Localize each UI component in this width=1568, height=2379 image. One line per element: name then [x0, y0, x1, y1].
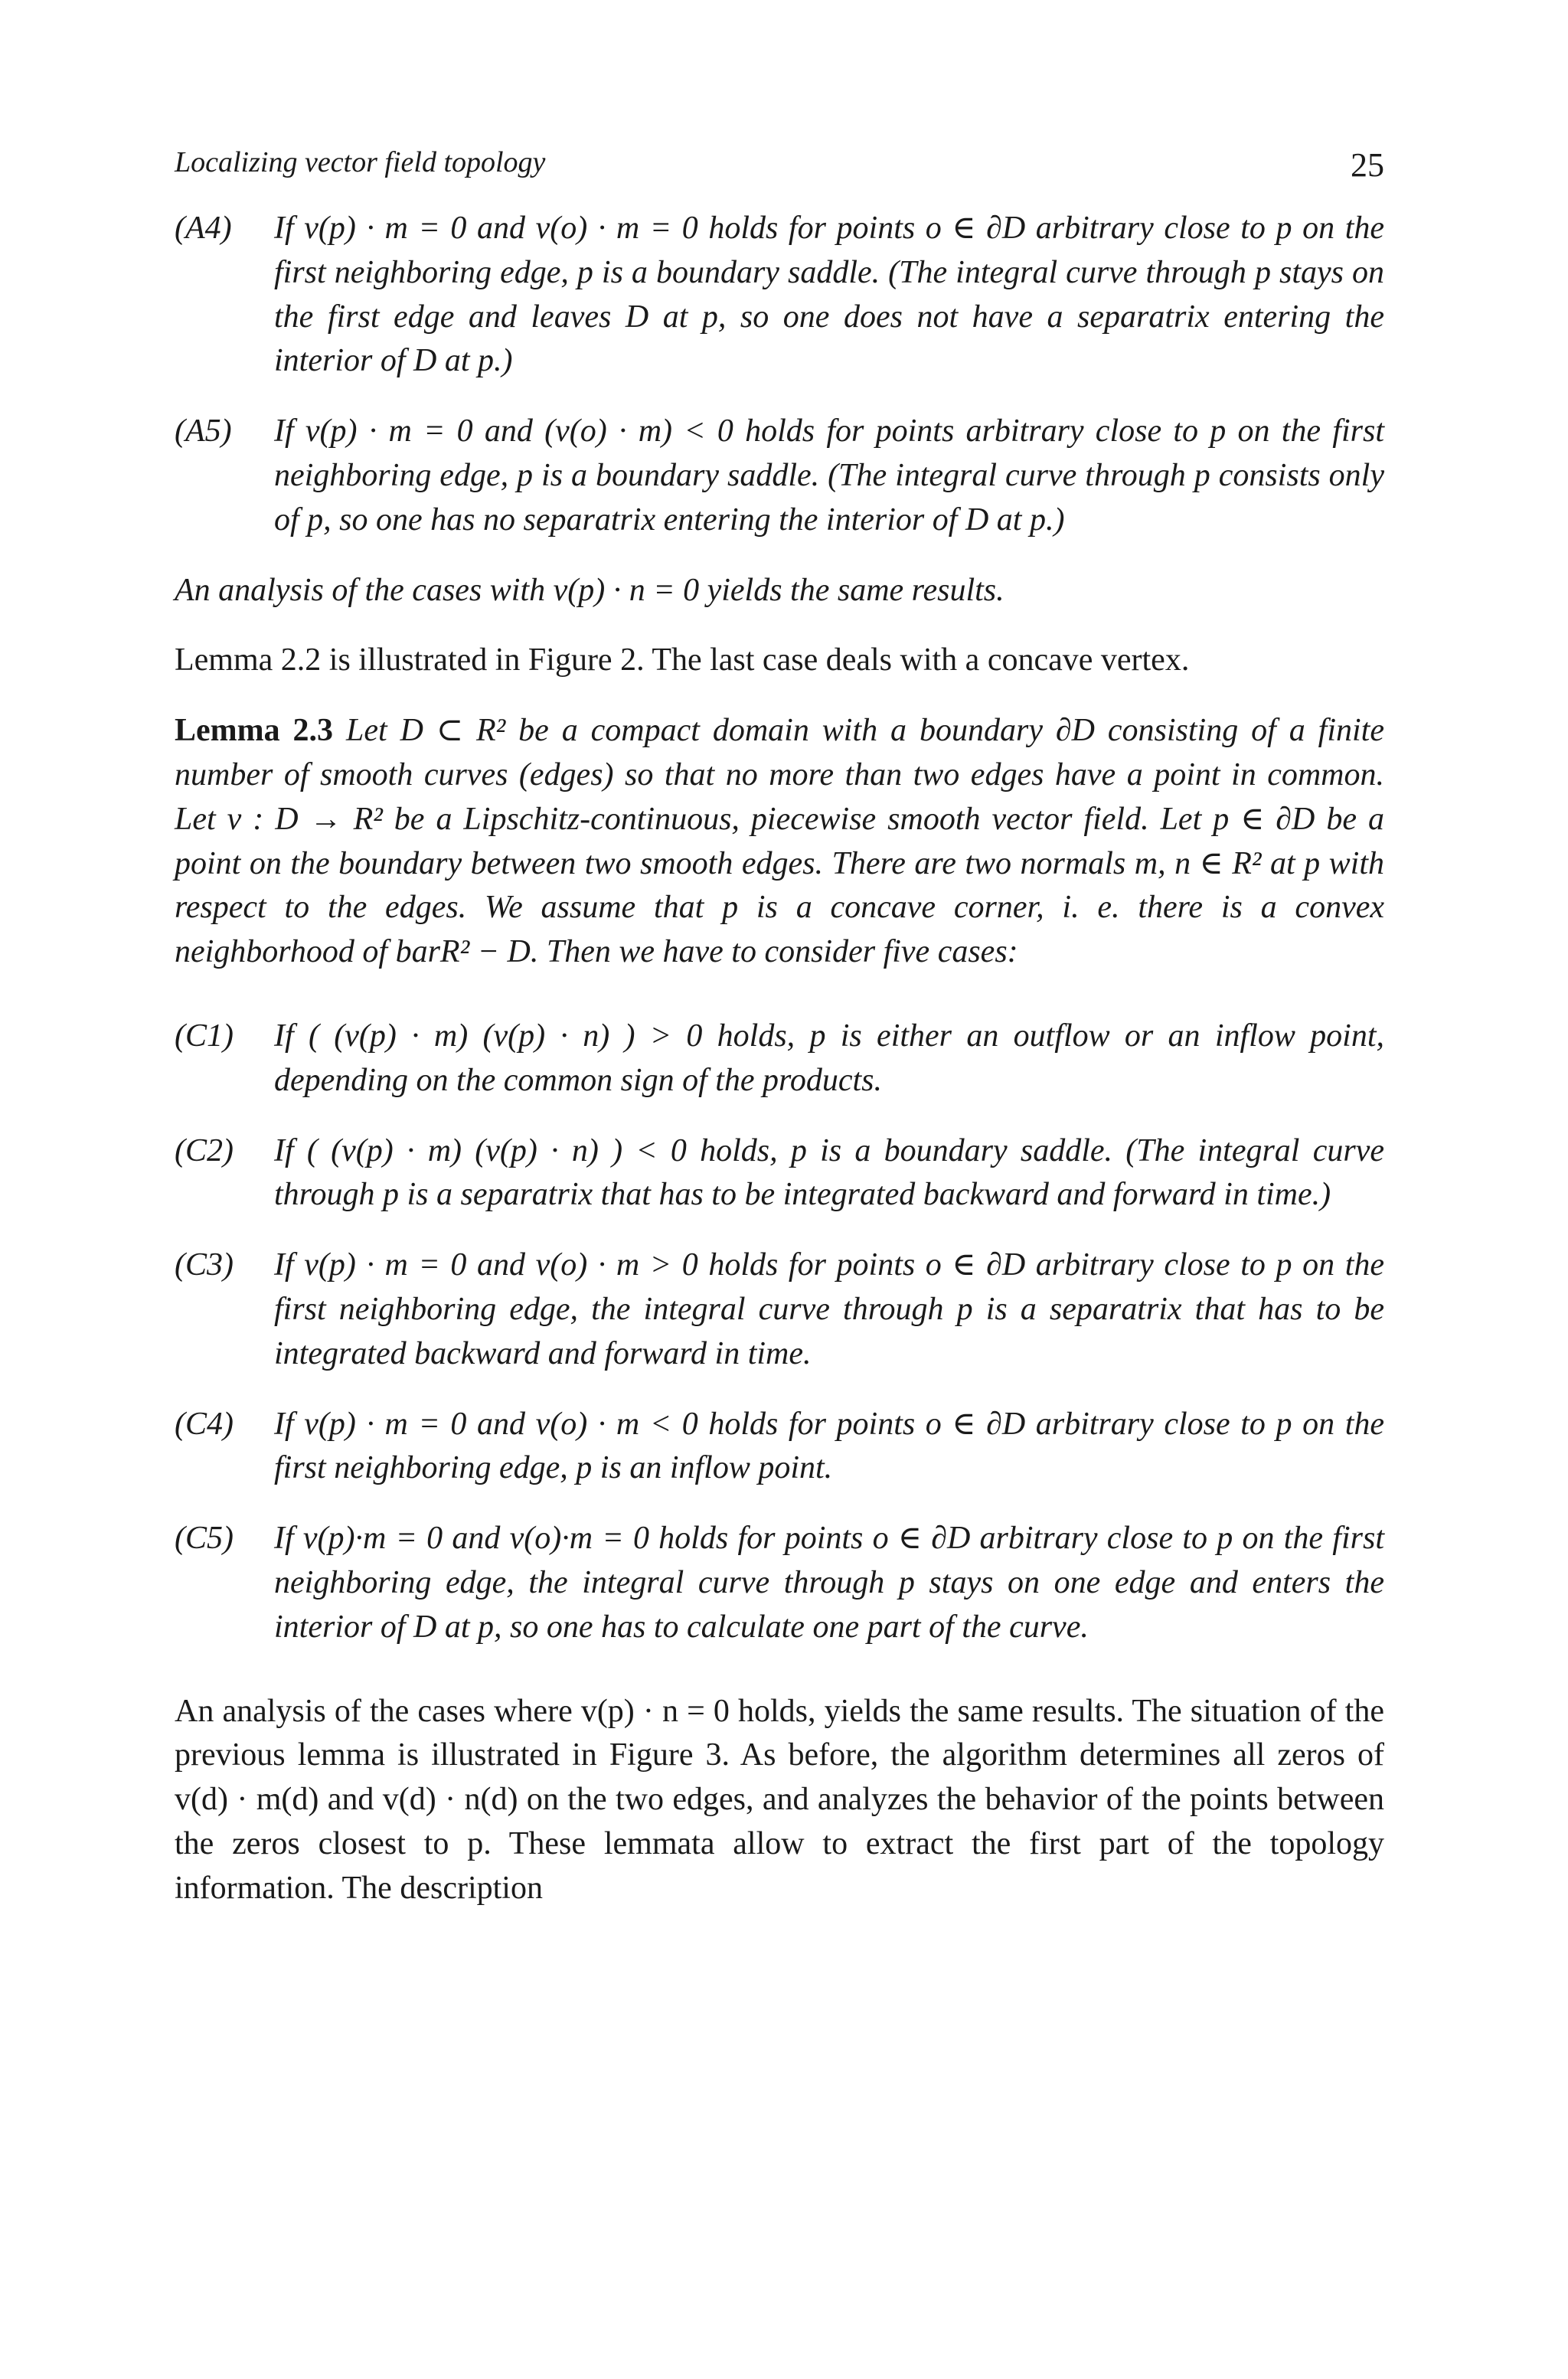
case-text: If v(p)·m = 0 and v(o)·m = 0 holds for points o ∈ ∂D arbitrary close to p on the first neighboring edge, the integral curve through p stays on one edge and enters the interior of D at p, so one has to calculate one part of the curve. — [274, 1521, 1384, 1645]
case-a4 — [175, 207, 1384, 384]
case-text: If ( (v(p) · m) (v(p) · n) ) > 0 holds, p is either an outflow or an inflow point, depending on the common sign of the products. — [274, 1018, 1384, 1098]
lemma-heading: Lemma 2.3 — [175, 713, 334, 749]
case-label: (C5) — [175, 1521, 234, 1557]
figure-note: Lemma 2.2 is illustrated in Figure 2. The last case deals with a concave vertex. — [175, 642, 1190, 678]
case-c5 — [175, 1517, 1384, 1649]
case-a5 — [175, 410, 1384, 542]
lemma-text: Let D ⊂ R² be a compact domain with a boundary ∂D consisting of a finite number of smooth curves (edges) so that no more than two edges have a point in common. Let v : D → R² be a Lipschitz-continuous, piecewise smooth vector field. Let p ∈ ∂D be a point on the boundary between two smooth edges. There are two normals m, n ∈ R² at p with respect to the edges. We assume that p is a concave corner, i. e. there is a convex neighborhood of barR² − D. Then we have to consider five cases: — [175, 713, 1384, 970]
case-label: (C1) — [175, 1018, 234, 1054]
case-text: If v(p) · m = 0 and v(o) · m > 0 holds for points o ∈ ∂D arbitrary close to p on the first neighboring edge, the integral curve through p is a separatrix that has to be integrated backward and forward in time. — [274, 1247, 1384, 1371]
page-body — [175, 207, 1384, 1911]
case-text: If v(p) · m = 0 and v(o) · m = 0 holds for points o ∈ ∂D arbitrary close to p on the first neighboring edge, p is a boundary saddle. (The integral curve through p stays on the first edge and leaves D at p, so one does not have a separatrix entering the interior of D at p.) — [274, 211, 1384, 379]
case-c1 — [175, 1015, 1384, 1103]
case-label: (C4) — [175, 1406, 234, 1442]
running-title: Localizing vector field topology — [175, 146, 546, 178]
case-text: If ( (v(p) · m) (v(p) · n) ) < 0 holds, p is a boundary saddle. (The integral curve through p is a separatrix that has to be integrated backward and forward in time.) — [274, 1132, 1384, 1213]
page — [175, 145, 1384, 1911]
case-text: If v(p) · m = 0 and v(o) · m < 0 holds for points o ∈ ∂D arbitrary close to p on the first neighboring edge, p is an inflow point. — [274, 1406, 1384, 1486]
case-label: (A4) — [175, 211, 232, 246]
case-text: If v(p) · m = 0 and (v(o) · m) < 0 holds for points arbitrary close to p on the first neighboring edge, p is a boundary saddle. (The integral curve through p consists only of p, so one has no separatrix entering the interior of D at p.) — [274, 413, 1384, 538]
analysis-note: An analysis of the cases with v(p) · n = 0 yields the same results. — [175, 572, 1004, 608]
running-head — [175, 145, 1384, 207]
page-number: 25 — [1351, 146, 1384, 184]
closing-paragraph: An analysis of the cases where v(p) · n = 0 holds, yields the same results. The situation of the previous lemma is illustrated in Figure 3. As before, the algorithm determines all zeros of v(d) · m(d) and v(d) · n(d) on the two edges, and analyzes the behavior of the points between the zeros closest to p. These lemmata allow to extract the first part of the topology information. The description — [175, 1693, 1384, 1906]
lemma-block — [175, 709, 1384, 975]
case-c4 — [175, 1403, 1384, 1492]
case-c3 — [175, 1243, 1384, 1376]
case-label: (A5) — [175, 413, 232, 449]
case-c2 — [175, 1129, 1384, 1218]
case-label: (C2) — [175, 1132, 234, 1168]
case-label: (C3) — [175, 1247, 234, 1283]
